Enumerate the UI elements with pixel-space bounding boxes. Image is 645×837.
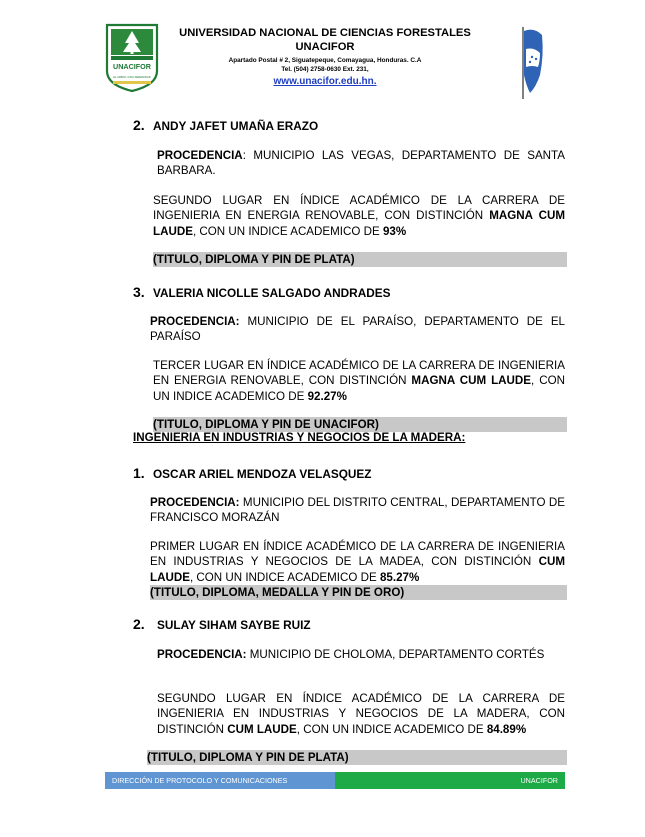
entry-number: 2.: [133, 616, 145, 632]
procedencia-paragraph: PROCEDENCIA: MUNICIPIO DEL DISTRITO CENTRAL, DEPARTAMENTO DE FRANCISCO MORAZÁN: [150, 496, 565, 525]
academic-description: SEGUNDO LUGAR EN ÍNDICE ACADÉMICO DE LA CARRERA DE INGENIERIA EN INDUSTRIAS Y NEGOCIOS DE LA MADERA, CON DISTINCIÓN CUM LAUDE, CON UN INDICE ACADEMICO DE 84.89%: [157, 692, 565, 736]
academic-description: TERCER LUGAR EN ÍNDICE ACADÉMICO DE LA CARRERA DE INGENIERIA EN ENERGIA RENOVABLE, CON DISTINCIÓN MAGNA CUM LAUDE, CON UN INDICE ACADEMICO DE 92.27%: [153, 359, 565, 403]
university-acronym: UNACIFOR: [295, 41, 355, 53]
logo-tagline: EL ARBOL VIDA SERENIDAD: [113, 75, 151, 79]
honduras-flag-icon: [520, 25, 546, 101]
award-highlight: (TITULO, DIPLOMA, MEDALLA Y PIN DE ORO): [150, 585, 567, 600]
award-highlight: (TITULO, DIPLOMA Y PIN DE UNACIFOR): [153, 417, 567, 432]
entry-number: 3.: [133, 284, 145, 300]
entry-number: 2.: [133, 117, 145, 133]
procedencia-paragraph: PROCEDENCIA: MUNICIPIO DE EL PARAÍSO, DEPARTAMENTO DE EL PARAÍSO: [150, 315, 565, 344]
university-address: Apartado Postal # 2, Siguatepeque, Comayagua, Honduras. C.A: [228, 57, 422, 64]
logo-text: UNACIFOR: [113, 62, 151, 71]
university-website-link[interactable]: www.unacifor.edu.hn.: [273, 76, 377, 87]
award-highlight: (TITULO, DIPLOMA Y PIN DE PLATA): [147, 750, 567, 765]
entry-number: 1.: [133, 465, 145, 481]
section-title: INGENIERIA EN INDUSTRIAS Y NEGOCIOS DE LA MADERA:: [133, 431, 466, 444]
footer-department: DIRECCIÓN DE PROTOCOLO Y COMUNICACIONES: [105, 772, 335, 789]
university-title: UNIVERSIDAD NACIONAL DE CIENCIAS FORESTALES: [179, 27, 471, 39]
student-name: ANDY JAFET UMAÑA ERAZO: [153, 119, 319, 133]
student-name: SULAY SIHAM SAYBE RUIZ: [157, 618, 311, 632]
procedencia-paragraph: PROCEDENCIA: MUNICIPIO DE CHOLOMA, DEPARTAMENTO CORTÉS: [157, 648, 545, 661]
footer-institution: UNACIFOR: [335, 772, 565, 789]
university-phone: Tel. (504) 2758-0630 Ext. 231,: [281, 66, 369, 73]
student-name: OSCAR ARIEL MENDOZA VELASQUEZ: [153, 467, 372, 481]
academic-description: SEGUNDO LUGAR EN ÍNDICE ACADÉMICO DE LA CARRERA DE INGENIERIA EN ENERGIA RENOVABLE, CON DISTINCIÓN MAGNA CUM LAUDE, CON UN INDICE ACADEMICO DE 93%: [153, 194, 565, 238]
unacifor-logo: [103, 23, 161, 93]
academic-description: PRIMER LUGAR EN ÍNDICE ACADÉMICO DE LA CARRERA DE INGENIERIA EN INDUSTRIAS Y NEGOCIOS DE LA MADEA, CON DISTINCIÓN CUM LAUDE, CON UN INDICE ACADEMICO DE 85.27%: [150, 540, 565, 584]
award-highlight: (TITULO, DIPLOMA Y PIN DE PLATA): [153, 252, 567, 267]
procedencia-paragraph: PROCEDENCIA: MUNICIPIO LAS VEGAS, DEPARTAMENTO DE SANTA BARBARA.: [157, 149, 565, 178]
student-name: VALERIA NICOLLE SALGADO ANDRADES: [153, 286, 391, 300]
